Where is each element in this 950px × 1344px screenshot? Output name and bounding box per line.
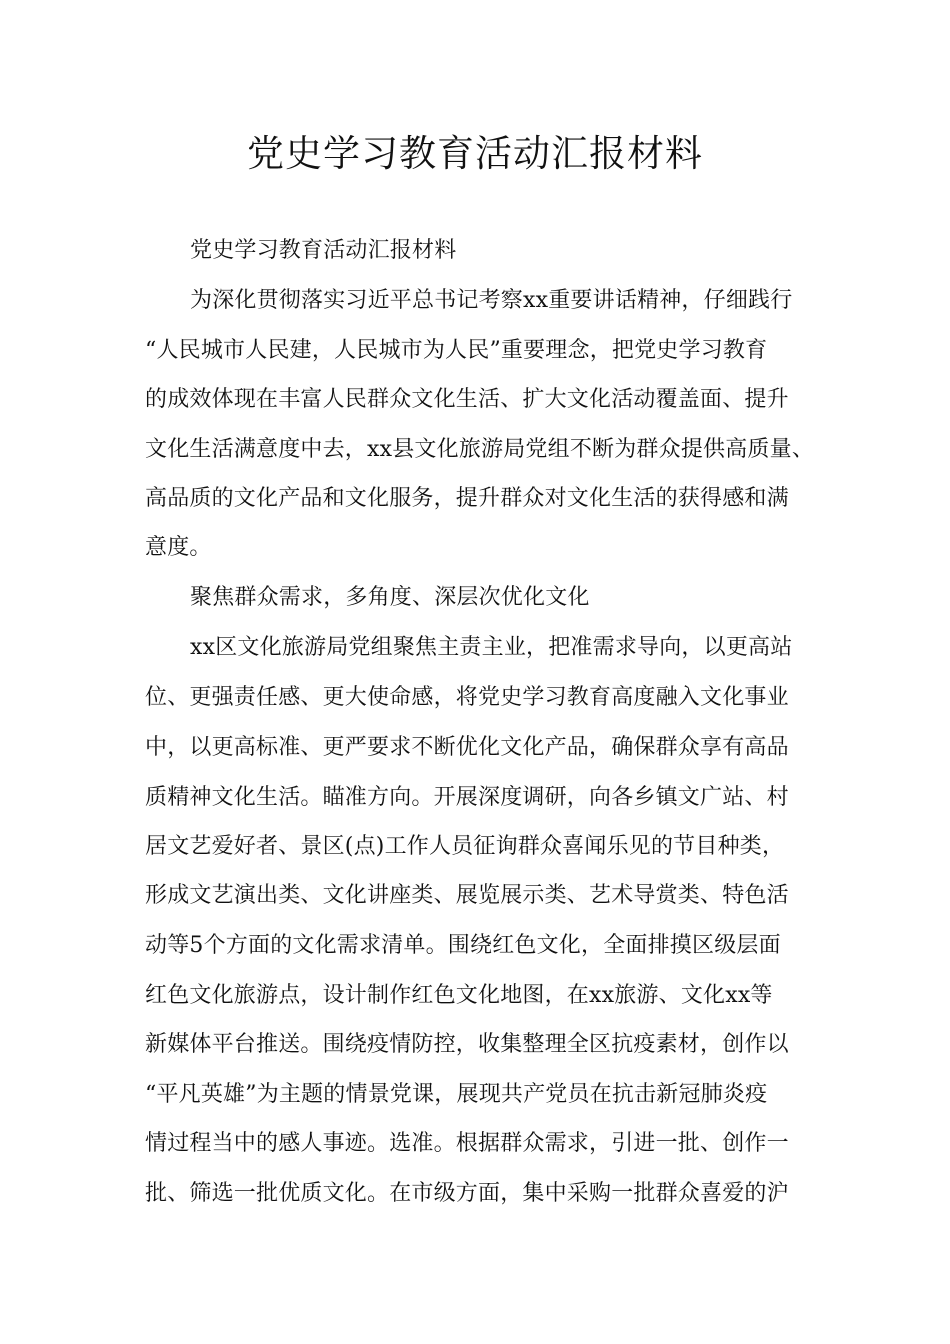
body-line: 新媒体平台推送。围绕疫情防控，收集整理全区抗疫素材，创作以	[145, 1032, 789, 1057]
body-line: 红色文化旅游点，设计制作红色文化地图，在xx旅游、文化xx等	[145, 983, 773, 1008]
body-line: 中，以更高标准、更严要求不断优化文化产品，确保群众享有高品	[145, 735, 789, 760]
body-line: 为深化贯彻落实习近平总书记考察xx重要讲话精神，仔细践行	[190, 288, 793, 313]
body-line: 意度。	[145, 535, 212, 560]
body-line: 批、筛选一批优质文化。在市级方面，集中采购一批群众喜爱的沪	[145, 1181, 789, 1206]
document-title: 党史学习教育活动汇报材料	[247, 132, 703, 175]
body-line: 高品质的文化产品和文化服务，提升群众对文化生活的获得感和满	[145, 486, 789, 511]
body-line: 动等5个方面的文化需求清单。围绕红色文化，全面排摸区级层面	[145, 933, 781, 958]
body-line: 形成文艺演出类、文化讲座类、展览展示类、艺术导赏类、特色活	[145, 883, 789, 908]
body-line: 位、更强责任感、更大使命感，将党史学习教育高度融入文化事业	[145, 685, 789, 710]
body-line-heading-repeat: 党史学习教育活动汇报材料	[190, 238, 457, 263]
body-line: 质精神文化生活。瞄准方向。开展深度调研，向各乡镇文广站、村	[145, 785, 789, 810]
body-line: “平凡英雄”为主题的情景党课，展现共产党员在抗击新冠肺炎疫	[145, 1082, 768, 1107]
body-line: 情过程当中的感人事迹。选准。根据群众需求，引进一批、创作一	[145, 1131, 789, 1156]
body-line: 的成效体现在丰富人民群众文化生活、扩大文化活动覆盖面、提升	[145, 387, 789, 412]
body-line: 居文艺爱好者、景区(点)工作人员征询群众喜闻乐见的节目种类，	[145, 834, 785, 859]
section-heading: 聚焦群众需求，多角度、深层次优化文化	[190, 585, 590, 610]
body-line: “人民城市人民建，人民城市为人民”重要理念，把党史学习教育	[145, 338, 768, 363]
body-line: 文化生活满意度中去，xx县文化旅游局党组不断为群众提供高质量、	[145, 437, 815, 462]
body-line: xx区文化旅游局党组聚焦主责主业，把准需求导向，以更高站	[190, 635, 793, 660]
